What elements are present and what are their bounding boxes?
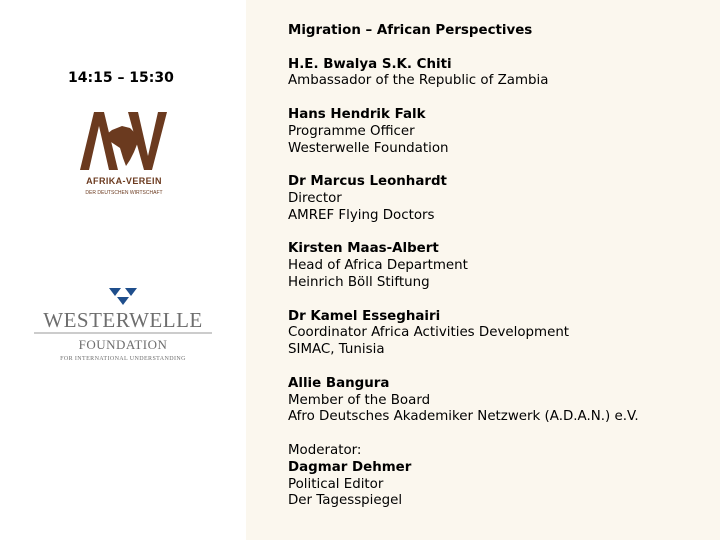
afrika-verein-line1: AFRIKA-VEREIN <box>86 176 162 186</box>
speaker-role: Member of the Board <box>288 392 431 408</box>
speaker-organization: Westerwelle Foundation <box>288 140 449 156</box>
speaker-5 <box>288 309 639 359</box>
speaker-organization: Heinrich Böll Stiftung <box>288 274 430 290</box>
speaker-role: Coordinator Africa Activities Development <box>288 325 570 341</box>
speaker-6 <box>288 376 639 426</box>
afrika-verein-line2: DER DEUTSCHEN WIRTSCHAFT <box>85 190 163 196</box>
westerwelle-line1: WESTERWELLE <box>43 308 203 332</box>
speaker-name: Dr Marcus Leonhardt <box>288 174 447 190</box>
westerwelle-line2: FOUNDATION <box>78 337 168 352</box>
speaker-1 <box>288 57 639 91</box>
speaker-2 <box>288 107 639 157</box>
speaker-name: Kirsten Maas-Albert <box>288 241 439 257</box>
speaker-role: Head of Africa Department <box>288 258 468 274</box>
speaker-3 <box>288 174 639 224</box>
speaker-name: Allie Bangura <box>288 375 390 391</box>
speaker-role: Programme Officer <box>288 123 415 139</box>
speaker-role: Ambassador of the Republic of Zambia <box>288 73 549 89</box>
session-content <box>288 23 639 510</box>
moderator-label: Moderator: <box>288 442 362 458</box>
session-time: 14:15 – 15:30 <box>68 70 174 86</box>
speaker-name: Hans Hendrik Falk <box>288 106 426 122</box>
moderator-name: Dagmar Dehmer <box>288 459 412 475</box>
westerwelle-foundation-logo <box>30 286 216 364</box>
speaker-organization: SIMAC, Tunisia <box>288 342 385 358</box>
westerwelle-mark-icon <box>109 288 137 305</box>
speaker-role: Director <box>288 190 342 206</box>
moderator <box>288 443 639 510</box>
moderator-organization: Der Tagesspiegel <box>288 493 403 509</box>
speaker-name: Dr Kamel Esseghairi <box>288 308 441 324</box>
speaker-name: H.E. Bwalya S.K. Chiti <box>288 56 452 72</box>
speaker-4 <box>288 241 639 291</box>
afrika-verein-logo <box>78 108 170 200</box>
session-title: Migration – African Perspectives <box>288 23 533 38</box>
westerwelle-line3: FOR INTERNATIONAL UNDERSTANDING <box>60 356 186 362</box>
speaker-organization: AMREF Flying Doctors <box>288 207 435 223</box>
speaker-organization: Afro Deutsches Akademiker Netzwerk (A.D.A.N.) e.V. <box>288 409 639 425</box>
moderator-role: Political Editor <box>288 476 384 492</box>
